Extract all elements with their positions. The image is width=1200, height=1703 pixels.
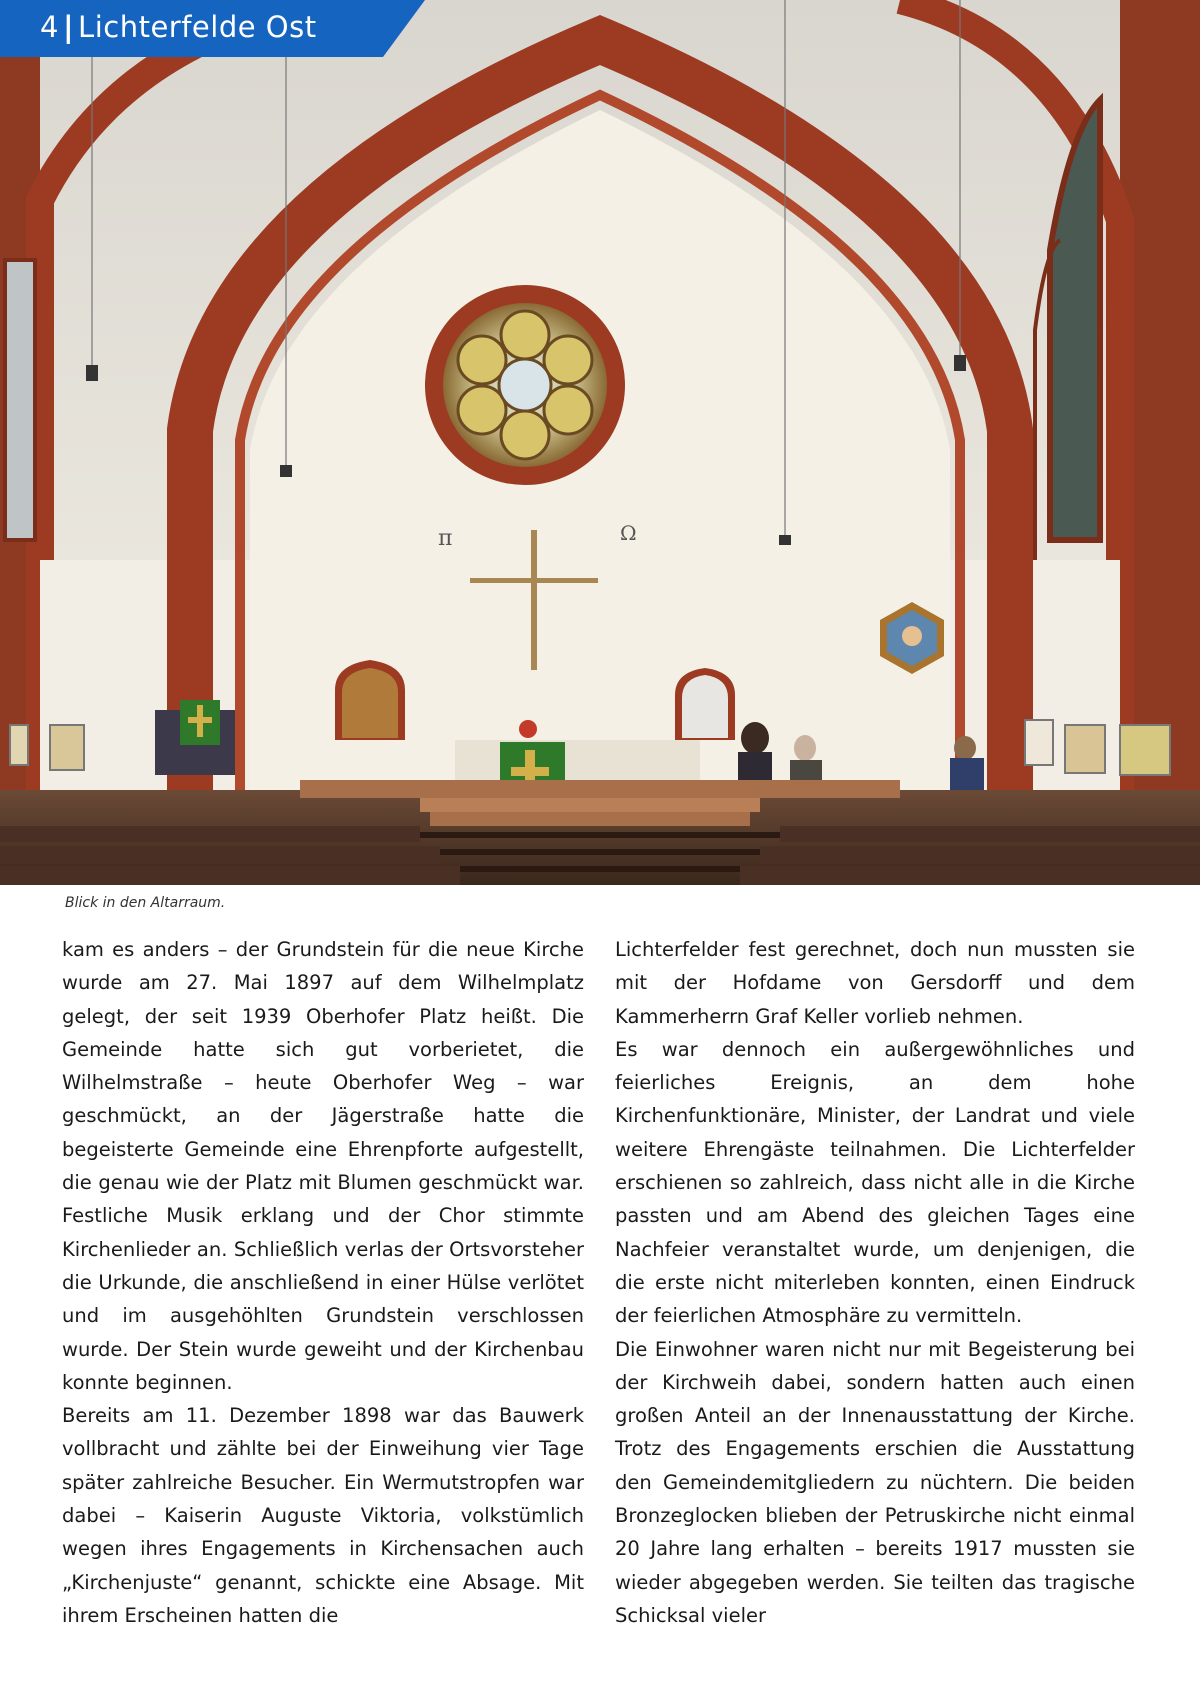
paragraph: Die Einwohner waren nicht nur mit Begeisterung bei der Kirchweih dabei, sondern hatten auch einen großen Anteil an der Innenausstattung der Kirche. Trotz des Engagements erschien die Ausstattung den Gemeindemitgliedern zu nüchtern. Die beiden Bronzeglocken blieben der Petruskirche nicht einmal 20 Jahre lang erhalten – bereits 1917 mussten sie wieder abgegeben werden. Sie teilten das tragische Schicksal vieler [615, 1337, 1135, 1627]
section-header-band [0, 0, 425, 57]
text-column-left [62, 933, 584, 1632]
section-header [40, 10, 317, 44]
svg-text:Ω: Ω [620, 521, 637, 545]
paragraph: Es war dennoch ein außergewöhnliches und feierliches Ereignis, an dem hohe Kirchenfunktionäre, Minister, der Landrat und viele weitere Ehrengäste teilnahmen. Die Lichterfelder erschienen so zahlreich, dass nicht alle in die Kirche passten und am Abend des gleichen Tages eine Nachfeier veranstaltet wurde, um denjenigen, die die erste nicht miterleben konnten, einen Eindruck der feierlichen Atmosphäre zu vermitteln. [615, 1037, 1135, 1328]
paragraph: Bereits am 11. Dezember 1898 war das Bauwerk vollbracht und zählte bei der Einweihung vier Tage später zahlreiche Besucher. Ein Wermutstropfen war dabei – Kaiserin Auguste Viktoria, volkstümlich wegen ihres Engagements in Kirchensachen auch „Kirchenjuste“ genannt, schickte eine Absage. Mit ihrem Erscheinen hatten die [62, 1404, 584, 1627]
page-number: 4 [40, 10, 59, 44]
text-column-right [615, 933, 1135, 1632]
paragraph: Lichterfelder fest gerechnet, doch nun mussten sie mit der Hofdame von Gersdorff und dem Kammerherrn Graf Keller vorlieb nehmen. [615, 938, 1135, 1028]
section-title: Lichterfelde Ost [78, 10, 317, 44]
header-separator: | [62, 10, 75, 44]
svg-text:π: π [438, 526, 453, 551]
photo-caption: Blick in den Altarraum. [65, 895, 226, 911]
paragraph: kam es anders – der Grundstein für die neue Kirche wurde am 27. Mai 1897 auf dem Wilhelmplatz gelegt, der seit 1939 Oberhofer Platz heißt. Die Gemeinde hatte sich gut vorberietet, die Wilhelmstraße – heute Oberhofer Weg – war geschmückt, an der Jägerstraße hatte die begeisterte Gemeinde eine Ehrenpforte aufgestellt, die genau wie der Platz mit Blumen geschmückt war. Festliche Musik erklang und der Chor stimmte Kirchenlieder an. Schließlich verlas der Ortsvorsteher die Urkunde, die anschließend in einer Hülse verlötet und im ausgehöhlten Grundstein verschlossen wurde. Der Stein wurde geweiht und der Kirchenbau konnte beginnen. [62, 938, 584, 1394]
